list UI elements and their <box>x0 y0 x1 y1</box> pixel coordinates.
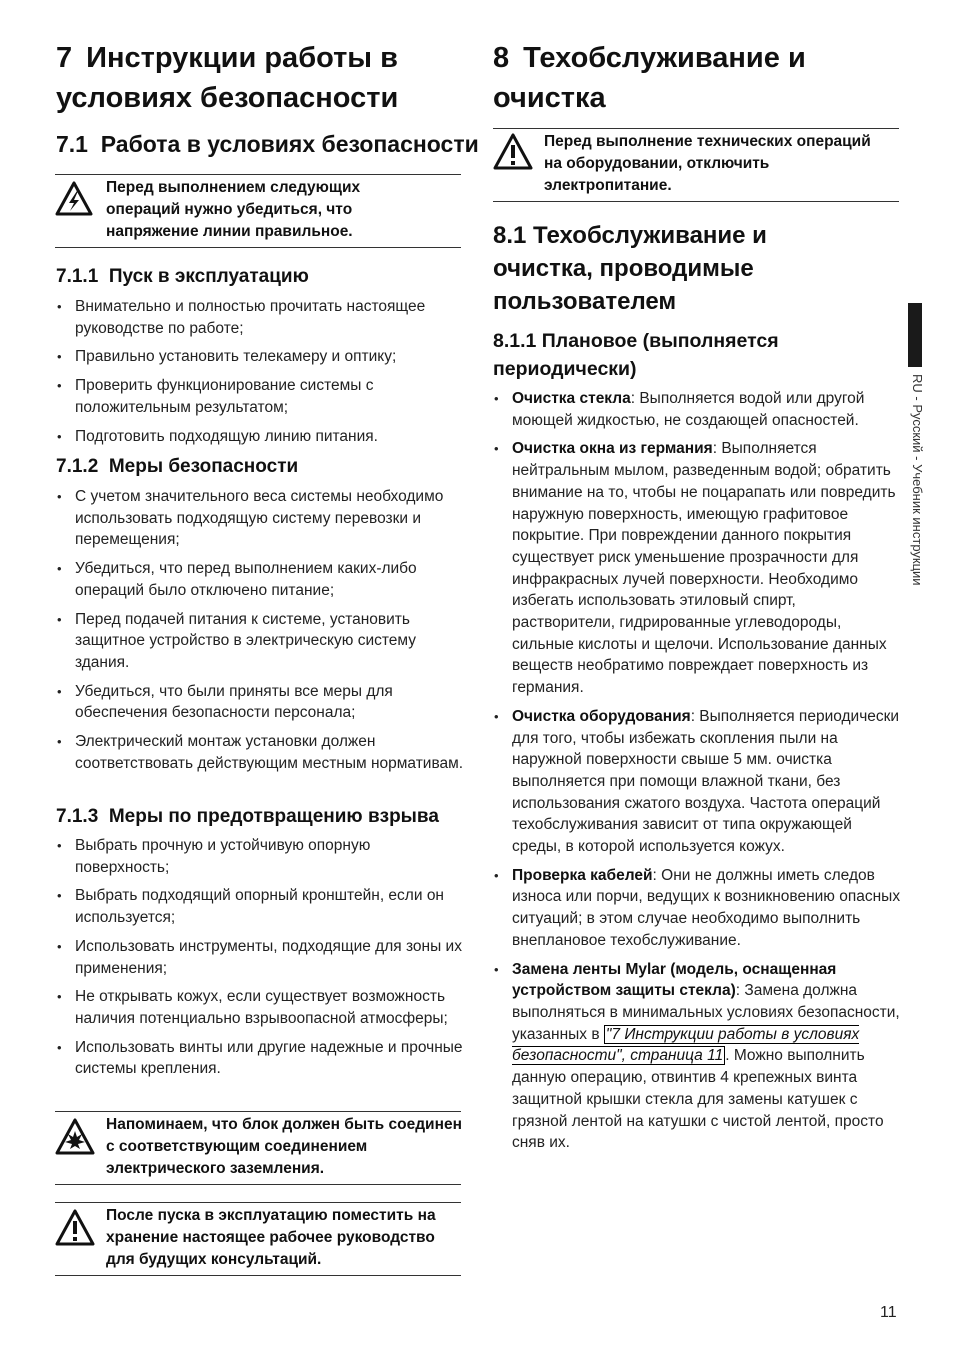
list-item: • С учетом значительного веса системы необходимо использовать подходящую систему перевозки и перемещения; <box>56 486 466 551</box>
explosion-prevention-list <box>56 835 466 1087</box>
safety-measures-list <box>56 486 466 781</box>
item-title: Проверка кабелей <box>512 866 653 884</box>
list-item: • Проверить функционирование системы с положительным результатом; <box>56 375 466 418</box>
item-title: Очистка окна из германия <box>512 440 713 458</box>
warning-grounding <box>55 1111 461 1185</box>
item-text: : Они не должны иметь следов износа или порчи, ведущих к возникновению опасных ситуаций; в этом случае необходимо выполнить внеплановое техобслуживание. <box>512 866 901 949</box>
item-text: . Можно выполнить данную операцию, отвинтив 4 крепежных винта защитной крышки стекла для замены катушек с грязной лентой на катушки с чистой лентой, просто сняв их. <box>512 1047 884 1152</box>
list-item: • Электрический монтаж установки должен соответствовать действующим местным нормативам. <box>56 731 466 774</box>
item-text: : Выполняется нейтральным мылом, разведенным водой; обратить внимание на то, чтобы не поцарапать или повредить наружную поверхность, имеющую графитовое покрытие. При повреждении данного покрытия существует риск уменьшение прозрачности для инфракрасных лучей поверхности. Необходимо избегать использовать этиловый спирт, растворители, гидрированные углеводороды, сильные кислоты и щелочи. Использование данных веществ необратимо повреждает поверхность из германия. <box>512 440 896 697</box>
list-item: • Правильно установить телекамеру и оптику; <box>56 346 466 368</box>
page-number: 11 <box>880 1304 897 1321</box>
item-text: : Замена должна выполняться в минимальных условиях безопасности, указанных в <box>512 982 900 1043</box>
warning-grounding-text: Напоминаем, что блок должен быть соединен с соответствующим соединением электрического заземления. <box>106 1116 462 1177</box>
list-item: • Убедиться, что перед выполнением каких-либо операций было отключено питание; <box>56 558 466 601</box>
list-item <box>493 706 903 858</box>
section-8-1-heading: 8.1 Техобслуживание и очистка, проводимые пользователем <box>493 222 767 315</box>
item-title: Очистка стекла <box>512 390 631 407</box>
section-8-1-1-heading: 8.1.1 Плановое (выполняется периодически) <box>493 330 779 380</box>
section-8-number: 8 <box>493 42 510 74</box>
electric-hazard-icon <box>55 181 93 217</box>
section-7-1-1-heading: 7.1.1 Пуск в эксплуатацию <box>56 266 309 287</box>
section-7-number: 7 <box>56 42 73 74</box>
section-7-heading <box>56 38 466 118</box>
warning-keep-manual <box>55 1202 461 1276</box>
list-item: • Использовать инструменты, подходящие для зоны их применения; <box>56 936 466 979</box>
list-item: • Выбрать прочную и устойчивую опорную поверхность; <box>56 835 466 878</box>
section-7-1-2-heading: 7.1.2 Меры безопасности <box>56 456 299 477</box>
section-7-title: Инструкции работы в условиях безопасности <box>56 42 399 114</box>
maintenance-list <box>493 388 903 1161</box>
explosion-hazard-icon <box>55 1118 95 1156</box>
section-8-title: Техобслуживание и очистка <box>493 42 806 114</box>
section-8-heading <box>493 38 873 118</box>
item-text: : Выполняется водой или другой моющей жидкостью, не создающей опасностей. <box>512 390 865 429</box>
list-item <box>493 438 903 698</box>
list-item <box>493 865 903 952</box>
list-item: • Убедиться, что были приняты все меры для обеспечения безопасности персонала; <box>56 681 466 724</box>
list-item: • Подготовить подходящую линию питания. <box>56 426 466 448</box>
warning-icon <box>55 1209 95 1247</box>
list-item: • Не открывать кожух, если существует возможность наличия потенциально взрывоопасной атмосферы; <box>56 986 466 1029</box>
cross-reference-link[interactable]: "7 Инструкции работы в условиях безопасности", страница 11 <box>512 1025 860 1065</box>
language-tab-marker <box>908 303 922 367</box>
section-7-1-number: 7.1 <box>56 131 88 157</box>
warning-power-off-text: Перед выполнение технических операций на оборудовании, отключить электропитание. <box>544 133 871 194</box>
side-language-label: RU - Русский - Учебник инструкции <box>910 374 925 586</box>
section-7-1-heading <box>56 128 479 160</box>
item-title: Очистка оборудования <box>512 707 691 725</box>
item-text: : Выполняется периодически для того, чтобы избежать скопления пыли на наружной поверхности свыше 5 мм. очистка выполняется при помощи влажной ткани, без использования сжатого воздуха. Частота операций техобслуживания зависит от типа окружающей среды, в которой используется кожух. <box>512 707 900 856</box>
list-item: • Внимательно и полностью прочитать настоящее руководстве по работе; <box>56 296 466 339</box>
section-7-1-title: Работа в условиях безопасности <box>100 131 479 157</box>
warning-voltage <box>55 174 461 248</box>
warning-voltage-text: Перед выполнением следующих операций нужно убедиться, что напряжение линии правильное. <box>106 179 361 240</box>
list-item: • Выбрать подходящий опорный кронштейн, если он используется; <box>56 885 466 928</box>
section-7-1-3-heading: 7.1.3 Меры по предотвращению взрыва <box>56 806 439 827</box>
list-item <box>493 959 903 1154</box>
warning-keep-manual-text: После пуска в эксплуатацию поместить на хранение настоящее рабочее руководство для будущих консультаций. <box>106 1207 436 1268</box>
list-item: • Перед подачей питания к системе, установить защитное устройство в электрическую систему здания. <box>56 609 466 674</box>
warning-power-off <box>493 128 899 202</box>
startup-list <box>56 296 466 454</box>
warning-icon <box>493 133 533 171</box>
list-item <box>493 388 903 431</box>
item-title: Замена ленты Mylar (модель, оснащенная устройством защиты стекла) <box>512 960 837 1000</box>
list-item: • Использовать винты или другие надежные и прочные системы крепления. <box>56 1037 466 1080</box>
